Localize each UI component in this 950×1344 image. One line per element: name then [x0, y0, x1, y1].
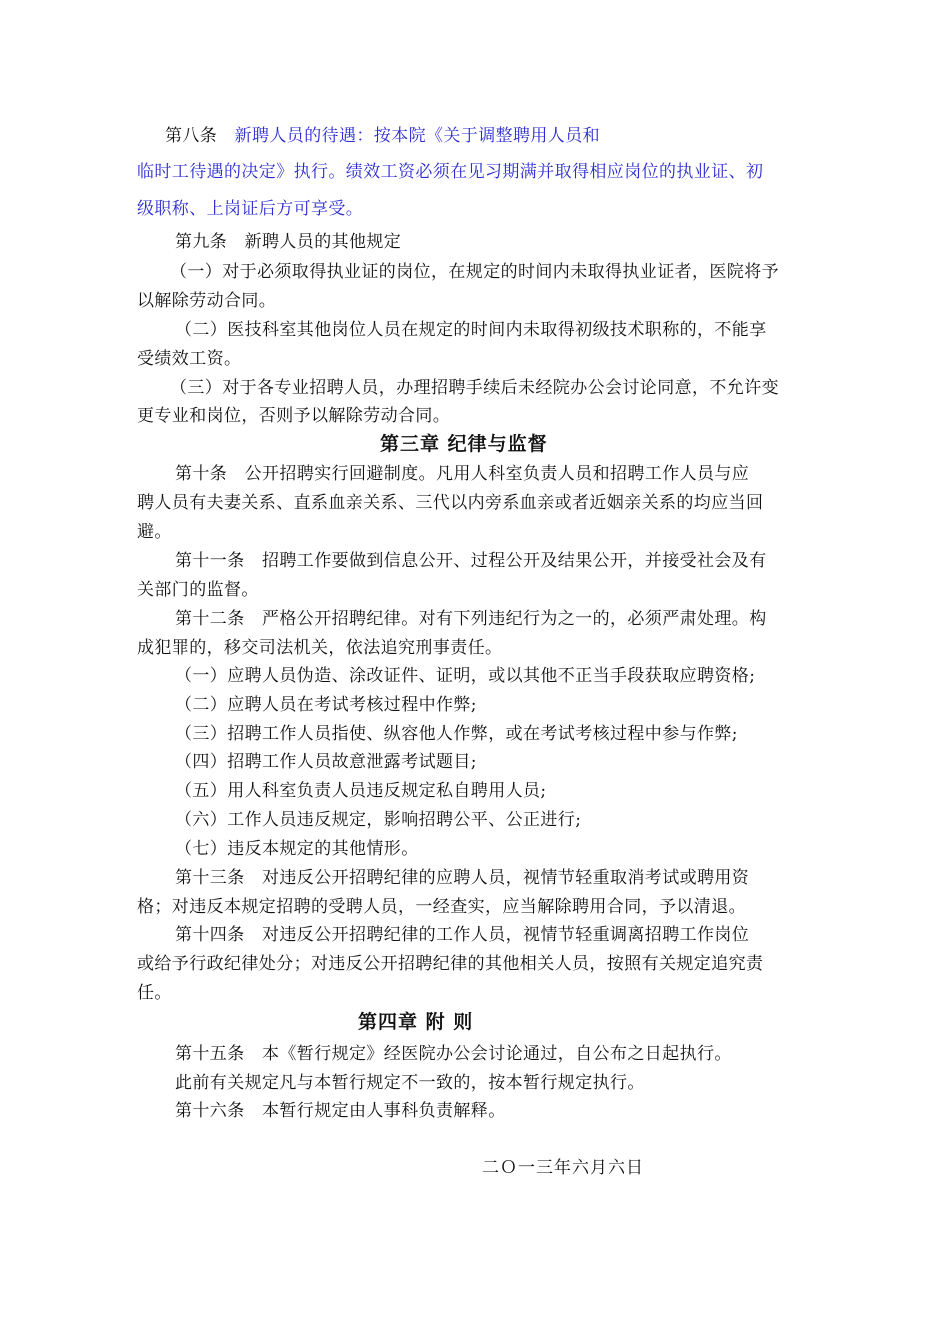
art10-line3: 避。 — [137, 522, 172, 542]
art13-line1: 第十三条 对违反公开招聘纪律的应聘人员，视情节轻重取消考试或聘用资 — [175, 868, 750, 888]
art9-title: 第九条 新聘人员的其他规定 — [175, 232, 402, 252]
art8-text-blue: 新聘人员的待遇：按本院《关于调整聘用人员和 — [234, 126, 601, 146]
chapter3-heading: 第三章 纪律与监督 — [380, 433, 548, 455]
art9-item2-line1: （二）医技科室其他岗位人员在规定的时间内未取得初级技术职称的，不能享 — [175, 320, 767, 340]
art8-line3: 级职称、上岗证后方可享受。 — [137, 199, 364, 219]
art12-line1: 第十二条 严格公开招聘纪律。对有下列违纪行为之一的，必须严肃处理。构 — [175, 609, 767, 629]
art9-item1-line1: （一）对于必须取得执业证的岗位，在规定的时间内未取得执业证者，医院将予 — [170, 262, 779, 282]
art8-line1 — [165, 126, 600, 146]
art9-item3-line2: 更专业和岗位，否则予以解除劳动合同。 — [137, 406, 451, 426]
art11-line1: 第十一条 招聘工作要做到信息公开、过程公开及结果公开，并接受社会及有 — [175, 551, 767, 571]
art9-item3-line1: （三）对于各专业招聘人员，办理招聘手续后未经院办公会讨论同意，不允许变 — [170, 378, 779, 398]
art12-item: （六）工作人员违反规定，影响招聘公平、公正进行; — [175, 810, 582, 830]
art8-line2: 临时工待遇的决定》执行。绩效工资必须在见习期满并取得相应岗位的执业证、初 — [137, 162, 764, 182]
art16-line: 第十六条 本暂行规定由人事科负责解释。 — [175, 1101, 506, 1121]
art8-label: 第八条 — [165, 126, 235, 146]
art12-item: （七）违反本规定的其他情形。 — [175, 839, 419, 859]
art12-item: （一）应聘人员伪造、涂改证件、证明，或以其他不正当手段获取应聘资格; — [175, 666, 756, 686]
art14-line3: 任。 — [137, 983, 172, 1003]
art12-line2: 成犯罪的，移交司法机关，依法追究刑事责任。 — [137, 638, 503, 658]
art11-line2: 关部门的监督。 — [137, 580, 259, 600]
art15-line1: 第十五条 本《暂行规定》经医院办公会讨论通过，自公布之日起执行。 — [175, 1044, 732, 1064]
art12-item: （三）招聘工作人员指使、纵容他人作弊，或在考试考核过程中参与作弊; — [175, 724, 738, 744]
art13-line2: 格；对违反本规定招聘的受聘人员，一经查实，应当解除聘用合同，予以清退。 — [137, 897, 746, 917]
art12-item: （五）用人科室负责人员违反规定私自聘用人员; — [175, 781, 547, 801]
art10-line1: 第十条 公开招聘实行回避制度。凡用人科室负责人员和招聘工作人员与应 — [175, 464, 750, 484]
art12-item: （四）招聘工作人员故意泄露考试题目; — [175, 752, 477, 772]
art10-line2: 聘人员有夫妻关系、直系血亲关系、三代以内旁系血亲或者近姻亲关系的均应当回 — [137, 493, 764, 513]
art9-item1-line2: 以解除劳动合同。 — [137, 291, 277, 311]
art15-line2: 此前有关规定凡与本暂行规定不一致的，按本暂行规定执行。 — [175, 1073, 645, 1093]
art12-item: （二）应聘人员在考试考核过程中作弊; — [175, 695, 477, 715]
document-date: 二Ｏ一三年六月六日 — [482, 1158, 644, 1178]
art14-line2: 或给予行政纪律处分；对违反公开招聘纪律的其他相关人员，按照有关规定追究责 — [137, 954, 764, 974]
art9-item2-line2: 受绩效工资。 — [137, 349, 242, 369]
art14-line1: 第十四条 对违反公开招聘纪律的工作人员，视情节轻重调离招聘工作岗位 — [175, 925, 750, 945]
chapter4-heading: 第四章 附 则 — [358, 1011, 474, 1033]
